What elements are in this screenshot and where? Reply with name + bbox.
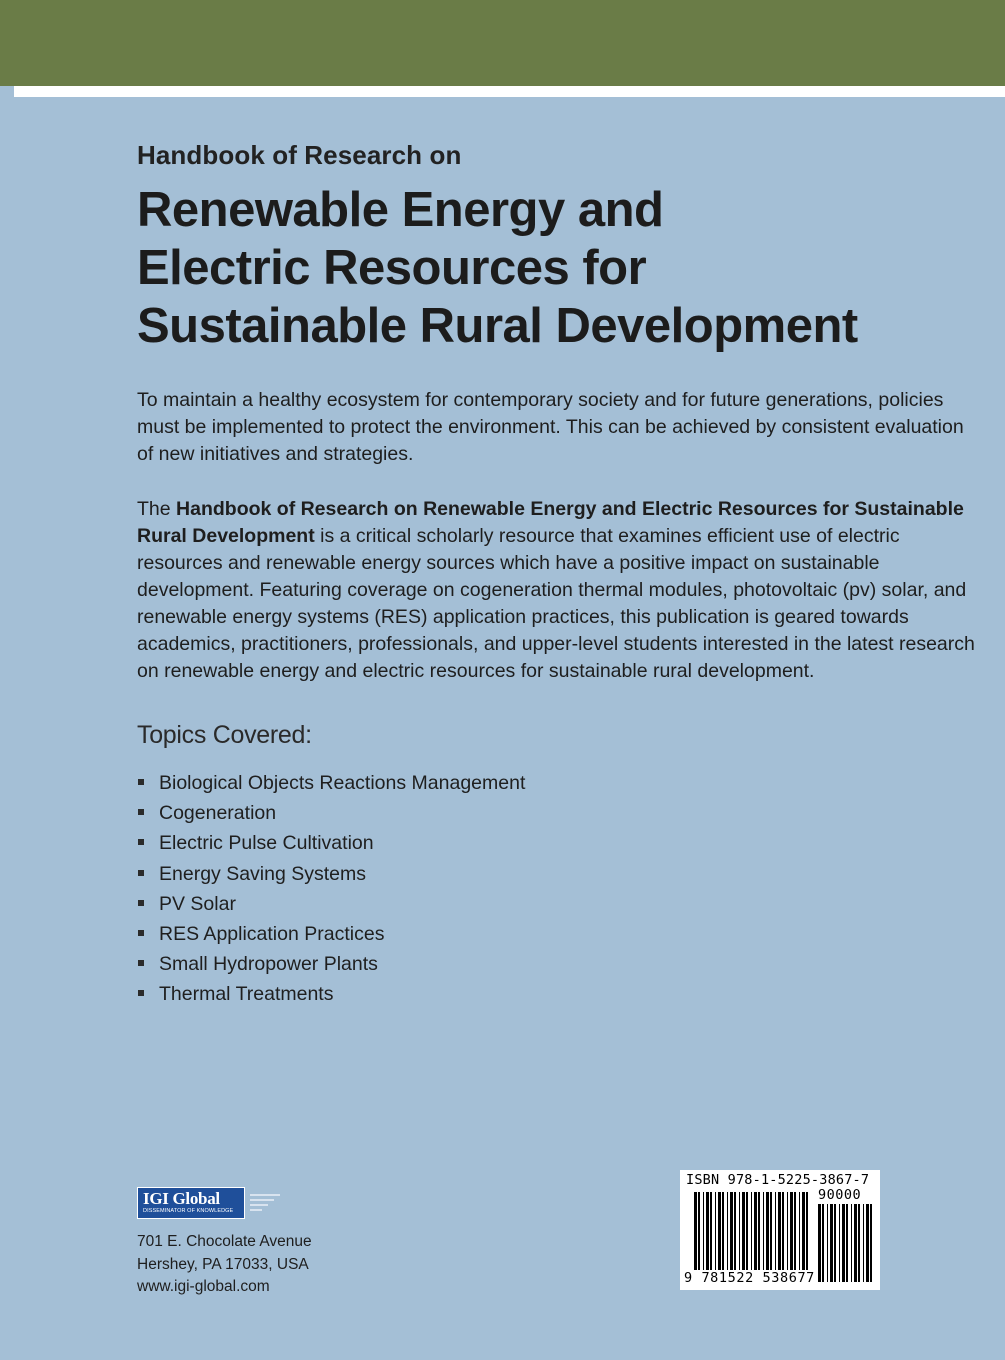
topic-item: Biological Objects Reactions Management [137, 768, 977, 798]
barcode-bar [827, 1204, 828, 1282]
barcode-bar [858, 1204, 860, 1282]
publisher-website: www.igi-global.com [137, 1278, 270, 1295]
topic-item: Energy Saving Systems [137, 859, 977, 889]
barcode-bar [730, 1192, 733, 1270]
barcode-bar [751, 1192, 752, 1270]
barcode-bar [834, 1204, 836, 1282]
barcode-bar [715, 1192, 716, 1270]
barcode-bar [830, 1204, 833, 1282]
address-line: 701 E. Chocolate Avenue [137, 1233, 312, 1250]
topic-item: RES Application Practices [137, 919, 977, 949]
book-title-line: Electric Resources for [137, 241, 647, 295]
barcode-bar [794, 1192, 796, 1270]
topic-item: PV Solar [137, 889, 977, 919]
barcode-bar [806, 1192, 808, 1270]
publisher-block [137, 1187, 312, 1299]
barcode-bar [758, 1192, 760, 1270]
topic-item: Small Hydropower Plants [137, 949, 977, 979]
barcode-bar [866, 1204, 869, 1282]
barcode-bar [818, 1204, 821, 1282]
barcode-bar [766, 1192, 769, 1270]
topic-item: Cogeneration [137, 798, 977, 828]
barcode-bar [706, 1192, 709, 1270]
white-rule [14, 86, 1005, 97]
description-body: is a critical scholarly resource that examines efficient use of electric resources and renewable energy sources which have a positive impact on sustainable development. Featuring coverage on cogeneration thermal modules, photovoltaic (pv) solar, and renewable energy systems (RES) application practices, this publication is geared towards academics, practitioners, professionals, and upper-level students interested in the latest research on renewable energy and electric resources for sustainable rural development. [137, 525, 975, 682]
barcode-bar [703, 1192, 704, 1270]
ean-digits: 9 781522 538677 [684, 1270, 815, 1286]
topics-heading: Topics Covered: [137, 721, 312, 749]
barcode-bar [854, 1204, 857, 1282]
publisher-address [137, 1231, 312, 1299]
barcode-bar [710, 1192, 712, 1270]
barcode-bar [742, 1192, 745, 1270]
description-book-name: Handbook of Research on Renewable Energy and Electric Resources for Sustainable Rural Development [137, 498, 964, 547]
logo-tagline: DISSEMINATOR OF KNOWLEDGE [143, 1208, 234, 1214]
logo-stripes-icon [250, 1192, 286, 1216]
description-lead: The [137, 498, 177, 520]
intro-paragraph: To maintain a healthy ecosystem for contemporary society and for future generations, policies must be implemented to protect the environment. This can be achieved by consistent evaluation of new initiatives and strategies. [137, 389, 964, 465]
top-color-band [0, 0, 1005, 86]
book-subtitle: Handbook of Research on [137, 140, 462, 170]
book-title [137, 181, 977, 355]
barcode-bar [790, 1192, 793, 1270]
barcode-bar [698, 1192, 700, 1270]
barcode-bar [842, 1204, 845, 1282]
barcode-bar [822, 1204, 824, 1282]
addon-digits: 90000 [818, 1187, 862, 1203]
barcode-bar [846, 1204, 848, 1282]
barcode-bar [694, 1192, 697, 1270]
book-title-line: Sustainable Rural Development [137, 299, 858, 353]
barcode-bar [775, 1192, 776, 1270]
address-line: Hershey, PA 17033, USA [137, 1255, 309, 1273]
barcode-bar [787, 1192, 788, 1270]
barcode-bar [839, 1204, 840, 1282]
barcode-bar [782, 1192, 784, 1270]
barcode-bar [770, 1192, 772, 1270]
barcode-bar [727, 1192, 728, 1270]
logo-name: IGI Global [143, 1189, 220, 1208]
description-paragraph [137, 496, 977, 685]
barcode-bar [746, 1192, 748, 1270]
barcode-bar [754, 1192, 757, 1270]
barcode-bar [870, 1204, 872, 1282]
barcode-bar [763, 1192, 764, 1270]
publisher-logo [137, 1187, 245, 1219]
barcode-bar [734, 1192, 736, 1270]
book-title-line: Renewable Energy and [137, 183, 664, 237]
barcode-bar [722, 1192, 724, 1270]
topic-item: Thermal Treatments [137, 979, 977, 1009]
isbn-label: ISBN 978-1-5225-3867-7 [686, 1172, 870, 1188]
topic-item: Electric Pulse Cultivation [137, 828, 977, 858]
barcode-bar [851, 1204, 852, 1282]
isbn-barcode [680, 1170, 880, 1290]
barcode-bar [778, 1192, 781, 1270]
back-cover-content [137, 140, 977, 1010]
topics-list [137, 768, 977, 1010]
barcode-bar [718, 1192, 721, 1270]
barcode-bar [802, 1192, 805, 1270]
barcode-bar [739, 1192, 740, 1270]
barcode-bar [799, 1192, 800, 1270]
barcode-bar [863, 1204, 864, 1282]
